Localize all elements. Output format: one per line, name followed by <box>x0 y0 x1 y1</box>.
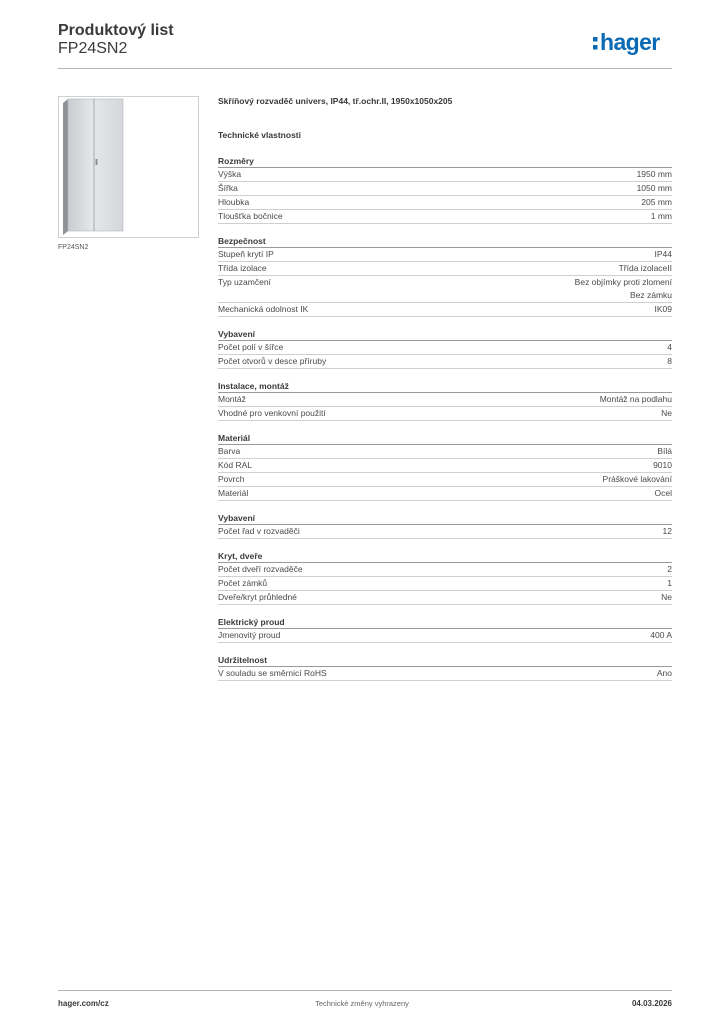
property-label: V souladu se směrnicí RoHS <box>218 668 327 678</box>
property-label: Výška <box>218 169 242 179</box>
property-label: Hloubka <box>218 197 250 207</box>
property-row <box>218 525 672 539</box>
property-value-line: 2 <box>667 564 672 574</box>
property-value <box>575 276 672 302</box>
property-section <box>218 380 672 421</box>
property-section <box>218 328 672 369</box>
hager-logo <box>592 28 676 58</box>
property-value <box>651 210 672 223</box>
property-value <box>637 182 672 195</box>
property-section <box>218 155 672 224</box>
property-label: Barva <box>218 446 241 456</box>
property-value <box>655 303 673 316</box>
property-section <box>218 432 672 501</box>
property-value-line: 9010 <box>653 460 672 470</box>
property-row <box>218 629 672 643</box>
section-title: Rozměry <box>218 155 672 168</box>
property-row <box>218 563 672 577</box>
property-value <box>657 445 672 458</box>
property-value-line: 1950 mm <box>636 169 672 179</box>
property-label: Počet polí v šířce <box>218 342 284 352</box>
property-label: Počet řad v rozvaděči <box>218 526 300 536</box>
product-image <box>58 96 199 238</box>
property-value <box>667 355 672 368</box>
property-label: Počet otvorů v desce příruby <box>218 356 327 366</box>
property-value <box>603 473 672 486</box>
property-row <box>218 445 672 459</box>
property-row <box>218 459 672 473</box>
brand-wordmark: hager <box>600 29 660 55</box>
header-divider <box>58 68 672 69</box>
property-row <box>218 196 672 210</box>
property-label: Tloušťka bočnice <box>218 211 283 221</box>
property-row <box>218 303 672 317</box>
property-value-line: Bílá <box>657 446 672 456</box>
technical-properties-heading: Technické vlastnosti <box>218 130 301 140</box>
property-value-line: 205 mm <box>641 197 672 207</box>
property-value-line: Ano <box>656 668 672 678</box>
property-value <box>619 262 672 275</box>
property-value-line: Bez objímky proti zlomení <box>574 277 672 287</box>
property-value-line: Ocel <box>654 488 672 498</box>
property-value <box>650 629 672 642</box>
property-row <box>218 473 672 487</box>
property-value-line: 8 <box>667 356 672 366</box>
property-value-line: IP44 <box>654 249 672 259</box>
section-title: Vybavení <box>218 328 672 341</box>
property-value-line: Práškové lakování <box>602 474 672 484</box>
product-description: Skříňový rozvaděč univers, IP44, tř.ochr.II, 1950x1050x205 <box>218 96 453 106</box>
property-value-line: 1 <box>667 578 672 588</box>
property-label: Dveře/kryt průhledné <box>218 592 297 602</box>
property-value <box>663 525 672 538</box>
property-value-line: 12 <box>662 526 672 536</box>
property-section <box>218 512 672 539</box>
property-value <box>667 341 672 354</box>
property-row <box>218 667 672 681</box>
property-label: Jmenovitý proud <box>218 630 281 640</box>
property-value-line: Ne <box>661 408 672 418</box>
page-title: Produktový list <box>58 22 174 39</box>
property-value-line: IK09 <box>654 304 672 314</box>
footer-date: 04.03.2026 <box>631 999 672 1008</box>
property-label: Montáž <box>218 394 246 404</box>
property-row <box>218 407 672 421</box>
property-label: Šířka <box>218 183 238 193</box>
property-section <box>218 616 672 643</box>
cabinet-enclosure-icon <box>59 97 198 237</box>
property-value <box>661 407 672 420</box>
property-label: Vhodné pro venkovní použití <box>218 408 326 418</box>
footer-divider <box>58 990 672 991</box>
property-value-line: 400 A <box>650 630 672 640</box>
property-row <box>218 577 672 591</box>
property-value <box>657 667 672 680</box>
property-section <box>218 654 672 681</box>
property-label: Počet zámků <box>218 578 268 588</box>
property-value-line: 1 mm <box>650 211 672 221</box>
property-row <box>218 341 672 355</box>
property-value <box>655 248 673 261</box>
property-value <box>641 196 672 209</box>
section-title: Materiál <box>218 432 672 445</box>
property-value <box>661 591 672 604</box>
property-row <box>218 355 672 369</box>
hager-logo-icon <box>592 28 676 58</box>
section-title: Udržitelnost <box>218 654 672 667</box>
section-title: Elektrický proud <box>218 616 672 629</box>
property-row <box>218 182 672 196</box>
property-label: Stupeň krytí IP <box>218 249 274 259</box>
property-value <box>667 563 672 576</box>
property-value-line: 1050 mm <box>636 183 672 193</box>
footer-notice: Technické změny vyhrazeny <box>315 999 409 1008</box>
property-value-line: 4 <box>667 342 672 352</box>
property-label: Povrch <box>218 474 245 484</box>
section-title: Instalace, montáž <box>218 380 672 393</box>
property-label: Materiál <box>218 488 249 498</box>
property-value-line: Bez zámku <box>629 290 672 300</box>
property-label: Mechanická odolnost IK <box>218 304 309 314</box>
properties-table <box>218 155 672 692</box>
property-row <box>218 210 672 224</box>
property-value <box>667 577 672 590</box>
property-label: Počet dveří rozvaděče <box>218 564 303 574</box>
property-row <box>218 276 672 303</box>
property-value-line: Třída izolaceII <box>618 263 672 273</box>
property-value <box>637 168 672 181</box>
image-caption: FP24SN2 <box>58 244 89 251</box>
property-row <box>218 393 672 407</box>
property-section <box>218 550 672 605</box>
property-row <box>218 487 672 501</box>
section-title: Kryt, dveře <box>218 550 672 563</box>
property-value-line: Ne <box>661 592 672 602</box>
section-title: Vybavení <box>218 512 672 525</box>
property-value-line: Montáž na podlahu <box>599 394 672 404</box>
property-value <box>655 487 672 500</box>
footer-website: hager.com/cz <box>58 999 109 1008</box>
property-label: Kód RAL <box>218 460 253 470</box>
section-title: Bezpečnost <box>218 235 672 248</box>
product-code: FP24SN2 <box>58 40 128 57</box>
property-row <box>218 591 672 605</box>
property-row <box>218 262 672 276</box>
property-value <box>653 459 672 472</box>
property-label: Třída izolace <box>218 263 267 273</box>
property-section <box>218 235 672 317</box>
property-label: Typ uzamčení <box>218 277 271 287</box>
property-value <box>600 393 672 406</box>
property-row <box>218 168 672 182</box>
property-row <box>218 248 672 262</box>
